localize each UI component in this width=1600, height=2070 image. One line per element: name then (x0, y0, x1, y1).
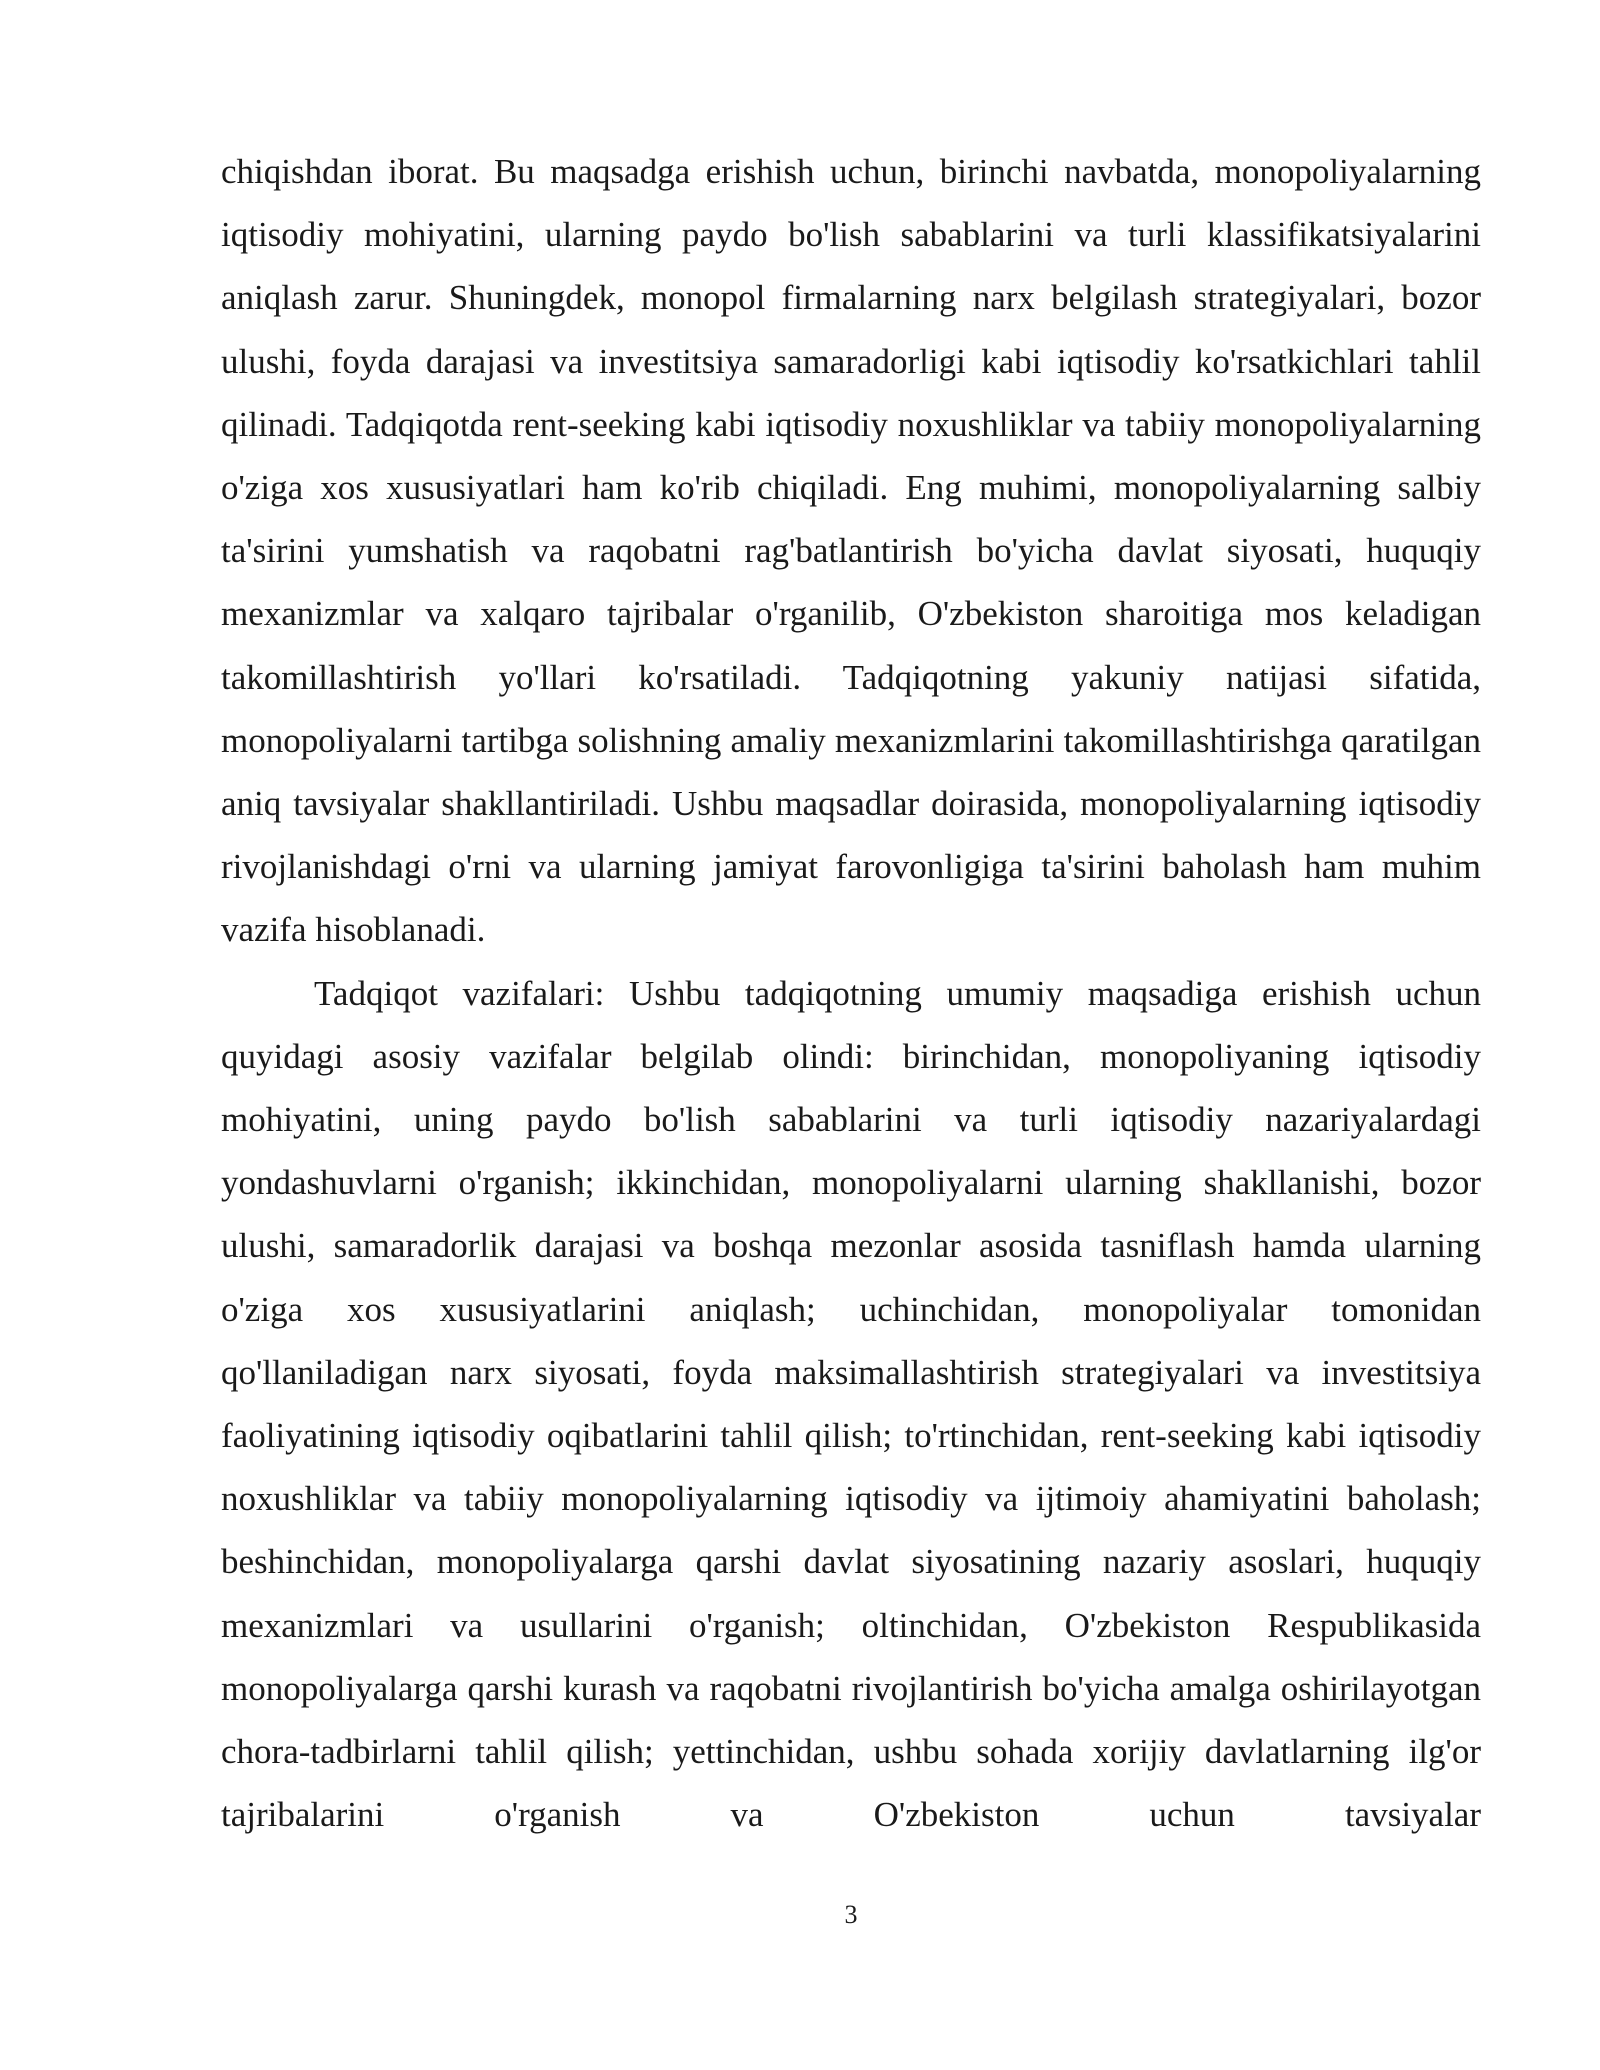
paragraph-continued: chiqishdan iborat. Bu maqsadga erishish uchun, birinchi navbatda, monopoliyalarning iqtisodiy mohiyatini, ularning paydo bo'lish sabablarini va turli klassifikatsiyalarini aniqlash zarur. Shuningdek, monopol firmalarning narx belgilash strategiyalari, bozor ulushi, foyda darajasi va investitsiya samaradorligi kabi iqtisodiy ko'rsatkichlari tahlil qilinadi. Tadqiqotda rent-seeking kabi iqtisodiy noxushliklar va tabiiy monopoliyalarning o'ziga xos xususiyatlari ham ko'rib chiqiladi. Eng muhimi, monopoliyalarning salbiy ta'sirini yumshatish va raqobatni rag'batlantirish bo'yicha davlat siyosati, huquqiy mexanizmlar va xalqaro tajribalar o'rganilib, O'zbekiston sharoitiga mos keladigan takomillashtirish yo'llari ko'rsatiladi. Tadqiqotning yakuniy natijasi sifatida, monopoliyalarni tartibga solishning amaliy mexanizmlarini takomillashtirishga qaratilgan aniq tavsiyalar shakllantiriladi. Ushbu maqsadlar doirasida, monopoliyalarning iqtisodiy rivojlanishdagi o'rni va ularning jamiyat farovonligiga ta'sirini baholash ham muhim vazifa hisoblanadi. (221, 152, 1481, 950)
body-text (221, 140, 1481, 1846)
page-number: 3 (844, 1900, 858, 1929)
paragraph-research-tasks: Tadqiqot vazifalari: Ushbu tadqiqotning umumiy maqsadiga erishish uchun quyidagi asosiy vazifalar belgilab olindi: birinchidan, monopoliyaning iqtisodiy mohiyatini, uning paydo bo'lish sabablarini va turli iqtisodiy nazariyalardagi yondashuvlarni o'rganish; ikkinchidan, monopoliyalarni ularning shakllanishi, bozor ulushi, samaradorlik darajasi va boshqa mezonlar asosida tasniflash hamda ularning o'ziga xos xususiyatlarini aniqlash; uchinchidan, monopoliyalar tomonidan qo'llaniladigan narx siyosati, foyda maksimallashtirish strategiyalari va investitsiya faoliyatining iqtisodiy oqibatlarini tahlil qilish; to'rtinchidan, rent-seeking kabi iqtisodiy noxushliklar va tabiiy monopoliyalarning iqtisodiy va ijtimoiy ahamiyatini baholash; beshinchidan, monopoliyalarga qarshi davlat siyosatining nazariy asoslari, huquqiy mexanizmlari va usullarini o'rganish; oltinchidan, O'zbekiston Respublikasida monopoliyalarga qarshi kurash va raqobatni rivojlantirish bo'yicha amalga oshirilayotgan chora-tadbirlarni tahlil qilish; yettinchidan, ushbu sohada xorijiy davlatlarning ilg'or tajribalarini o'rganish va O'zbekiston uchun tavsiyalar (221, 973, 1481, 1835)
